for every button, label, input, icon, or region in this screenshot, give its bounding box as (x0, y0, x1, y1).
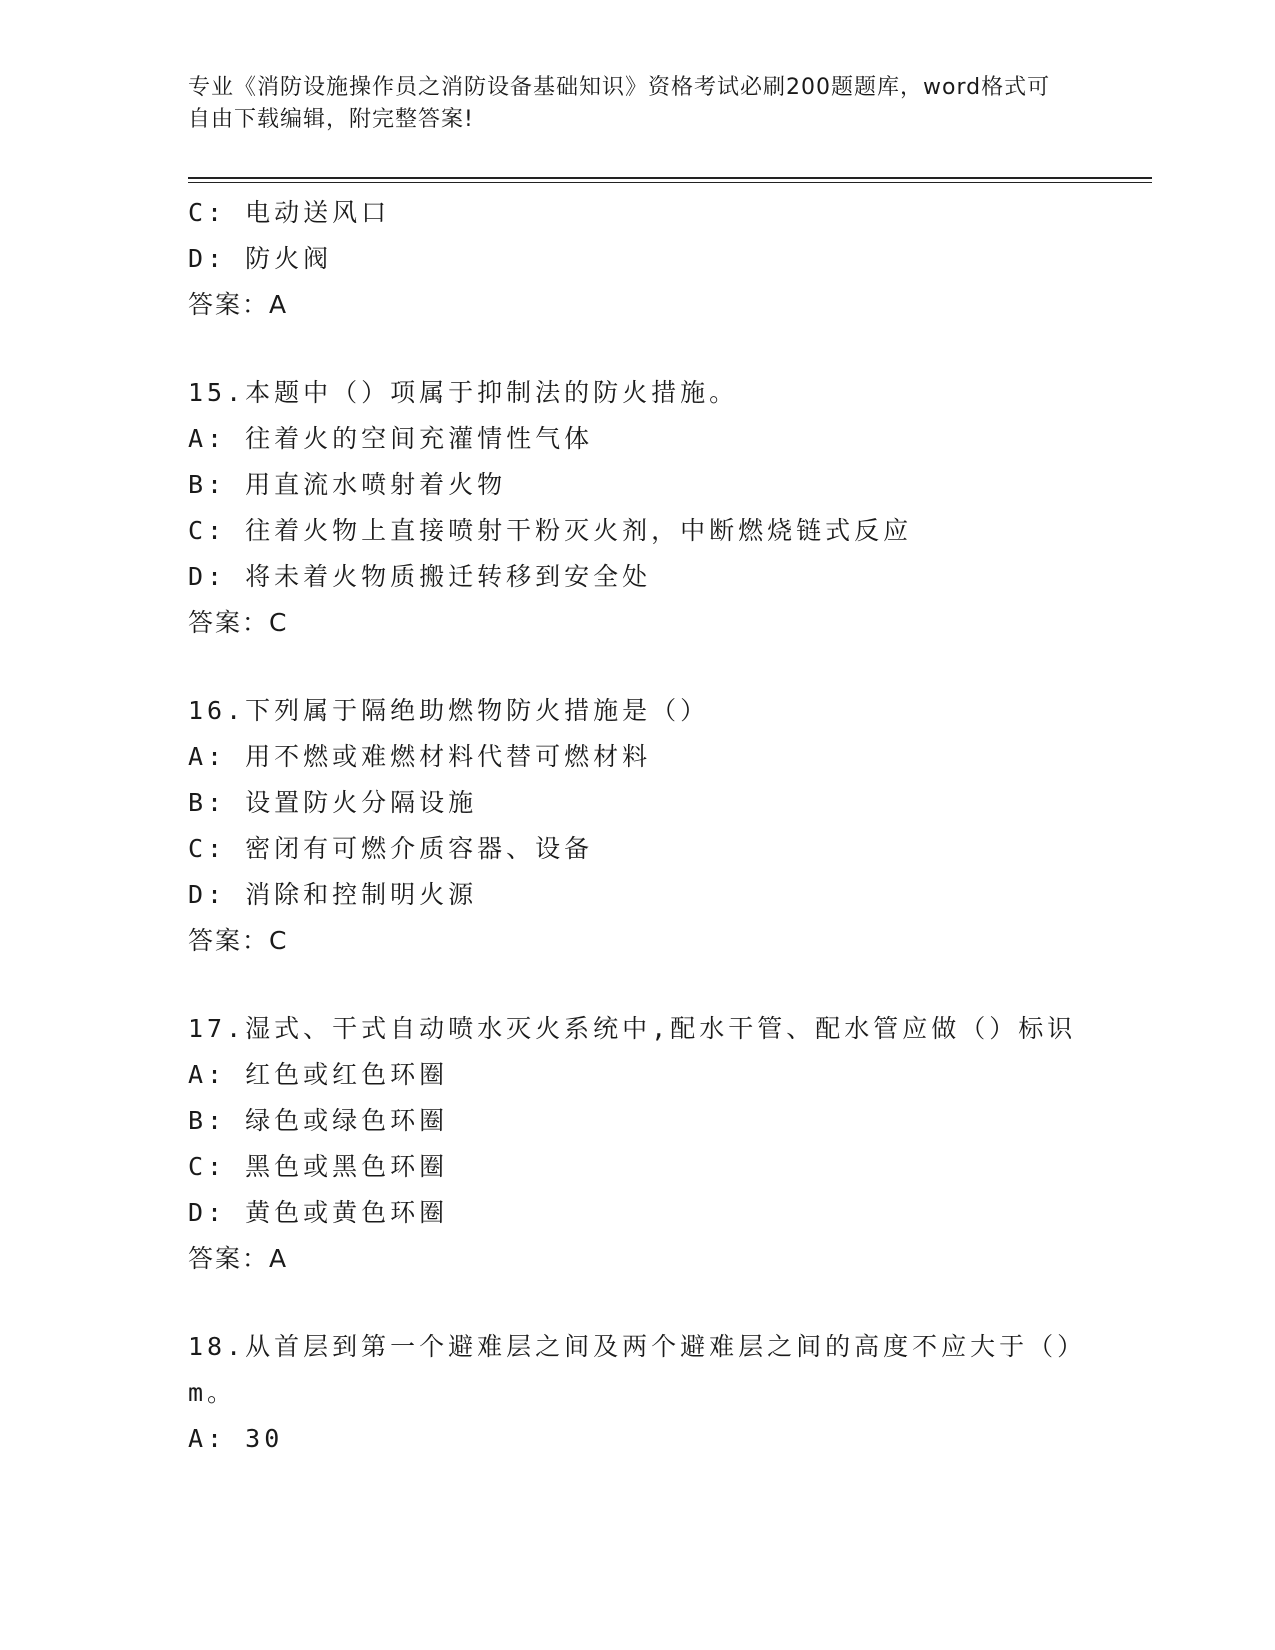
question-16 (188, 688, 1128, 964)
option-c: C: 密闭有可燃介质容器、设备 (188, 834, 594, 863)
question-stem-line-2: m。 (188, 1378, 237, 1407)
question-18 (188, 1324, 1128, 1462)
option-c: C: 往着火物上直接喷射干粉灭火剂，中断燃烧链式反应 (188, 516, 913, 545)
option-d: D: 黄色或黄色环圈 (188, 1198, 449, 1227)
header-text: 专业《消防设施操作员之消防设备基础知识》资格考试必刷200题题库，word格式可自由下载编辑，附完整答案! (188, 75, 1051, 132)
document-header (188, 72, 1068, 136)
question-stem: 16.下列属于隔绝助燃物防火措施是（） (188, 696, 710, 725)
question-stem: 15.本题中（）项属于抑制法的防火措施。 (188, 378, 739, 407)
answer-line: 答案：C (188, 926, 289, 955)
header-rule-thin (188, 182, 1152, 183)
option-d: D: 将未着火物质搬迁转移到安全处 (188, 562, 652, 591)
option-d: D: 防火阀 (188, 244, 333, 273)
answer-line: 答案：A (188, 290, 289, 319)
option-a: A: 往着火的空间充灌情性气体 (188, 424, 594, 453)
question-stem-line-1: 18.从首层到第一个避难层之间及两个避难层之间的高度不应大于（） (188, 1332, 1087, 1361)
option-b: B: 设置防火分隔设施 (188, 788, 478, 817)
question-17 (188, 1006, 1128, 1282)
question-stem: 17.湿式、干式自动喷水灭火系统中,配水干管、配水管应做（）标识 (188, 1014, 1077, 1043)
option-c: C: 黑色或黑色环圈 (188, 1152, 449, 1181)
option-c: C: 电动送风口 (188, 198, 391, 227)
option-a: A: 红色或红色环圈 (188, 1060, 449, 1089)
question-15 (188, 370, 1128, 646)
option-a: A: 30 (188, 1424, 284, 1453)
document-body (188, 190, 1128, 1462)
previous-question-tail (188, 190, 1128, 328)
answer-line: 答案：A (188, 1244, 289, 1273)
header-rule-thick (188, 177, 1152, 179)
option-d: D: 消除和控制明火源 (188, 880, 478, 909)
option-b: B: 用直流水喷射着火物 (188, 470, 507, 499)
option-b: B: 绿色或绿色环圈 (188, 1106, 449, 1135)
option-a: A: 用不燃或难燃材料代替可燃材料 (188, 742, 652, 771)
answer-line: 答案：C (188, 608, 289, 637)
